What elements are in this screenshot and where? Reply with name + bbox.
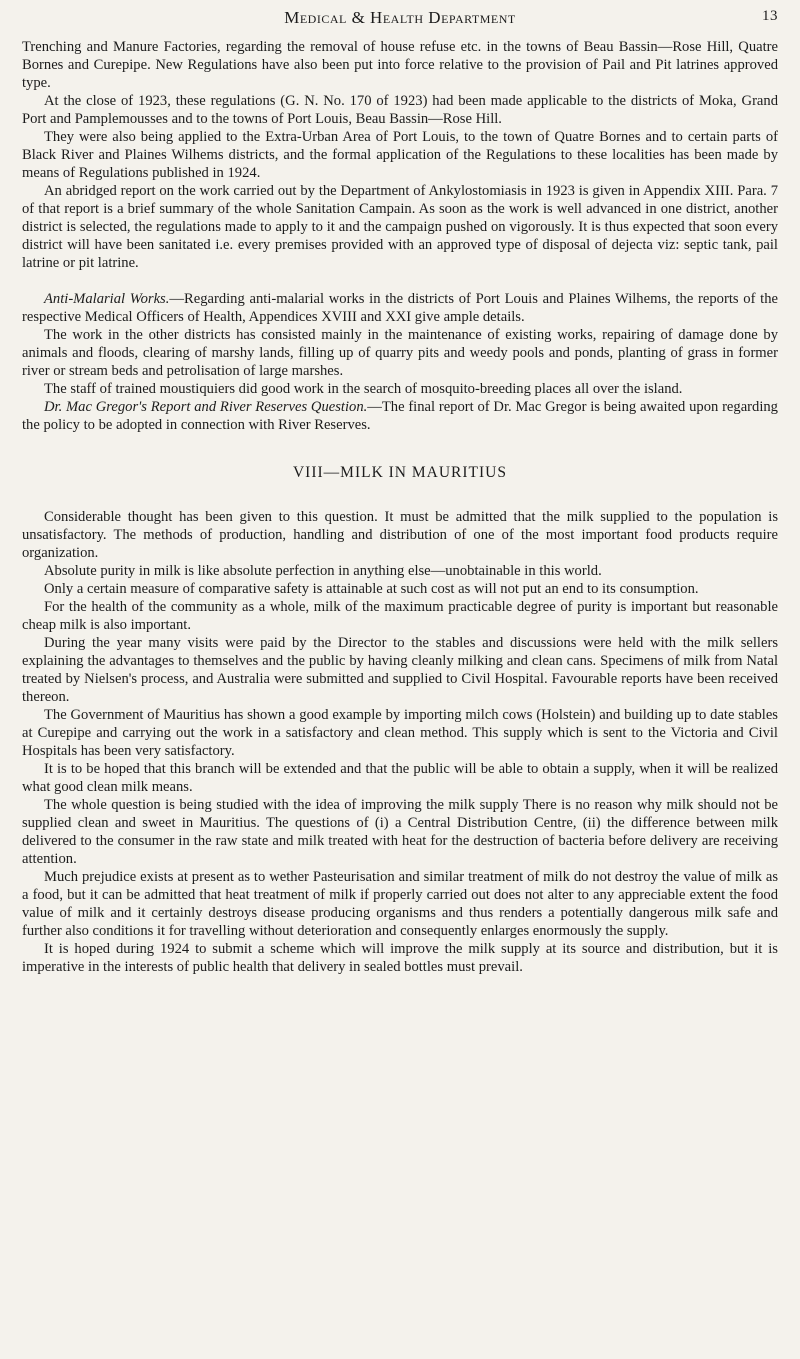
paragraph: Absolute purity in milk is like absolute perfection in anything else—unobtainable in this world.	[44, 563, 602, 579]
paragraph: The whole question is being studied with the idea of improving the milk supply There is no reason why milk should not be supplied clean and sweet in Mauritius. The questions of (i) a Central Distribution Centre, (ii) the difference between milk delivered to the consumer in the raw state and milk treated with heat for the destruction of bacteria before delivery are receiving attention.	[22, 797, 778, 867]
paragraph: At the close of 1923, these regulations (G. N. No. 170 of 1923) had been made applicable to the districts of Moka, Grand Port and Pamplemousses and to the towns of Port Louis, Beau Bassin—Rose Hill.	[22, 93, 778, 127]
paragraph: The staff of trained moustiquiers did good work in the search of mosquito-breeding places all over the island.	[44, 381, 683, 397]
anti-malarial-text: —Regarding anti-malarial works in the districts of Port Louis and Plaines Wilhems, the reports of the respective Medical Officers of Health, Appendices XVIII and XXI give ample details.	[22, 291, 778, 325]
paragraph: The work in the other districts has consisted mainly in the maintenance of existing works, repairing of damage done by animals and floods, clearing of marshy lands, filling up of quarry pits and weedy pools and ponds, planting of grass in former river or stream beds and petrolisation of large marshes.	[22, 327, 778, 379]
paragraph: The Government of Mauritius has shown a good example by importing milch cows (Holstein) and building up to date stables at Curepipe and carrying out the work in a satisfactory and clean method. This supply which is sent to the Victoria and Civil Hospitals has been very satisfactory.	[22, 707, 778, 759]
paragraph: Considerable thought has been given to this question. It must be admitted that the milk supplied to the population is unsatisfactory. The methods of production, handling and distribution of one of the most important food products require organization.	[22, 509, 778, 561]
paragraph: Only a certain measure of comparative safety is attainable at such cost as will not put an end to its consumption.	[44, 581, 699, 597]
paragraph: Trenching and Manure Factories, regarding the removal of house refuse etc. in the towns of Beau Bassin—Rose Hill, Quatre Bornes and Curepipe. New Regulations have also been put into force relative to the provision of Pail and Pit latrines approved type.	[22, 39, 778, 91]
mac-gregor-heading: Dr. Mac Gregor's Report and River Reserves Question.	[44, 399, 368, 415]
anti-malarial-paragraph	[22, 290, 778, 326]
paragraph: For the health of the community as a whole, milk of the maximum practicable degree of purity is important but reasonable cheap milk is also important.	[22, 599, 778, 633]
paragraph: It is to be hoped that this branch will be extended and that the public will be able to obtain a supply, when it will be realized what good clean milk means.	[22, 761, 778, 795]
mac-gregor-text: —The final report of Dr. Mac Gregor is being awaited upon regarding the policy to be adopted in connection with River Reserves.	[22, 399, 778, 433]
paragraph: They were also being applied to the Extra-Urban Area of Port Louis, to the town of Quatre Bornes and to certain parts of Black River and Plaines Wilhems districts, and the formal application of the Regulations to these localities has been made by means of Regulations published in 1924.	[22, 129, 778, 181]
mac-gregor-paragraph	[22, 398, 778, 434]
page-number: 13	[762, 8, 778, 24]
anti-malarial-heading: Anti-Malarial Works.	[44, 291, 170, 307]
paragraph: It is hoped during 1924 to submit a scheme which will improve the milk supply at its source and distribution, but it is imperative in the interests of public health that delivery in sealed bottles must prevail.	[22, 941, 778, 975]
paragraph: During the year many visits were paid by the Director to the stables and discussions were held with the milk sellers explaining the advantages to themselves and the public by having cleanly milking and clean cans. Specimens of milk from Natal treated by Nielsen's process, and Australia were submitted and supplied to Civil Hospital. Favourable reports have been received thereon.	[22, 635, 778, 705]
paragraph: Much prejudice exists at present as to wether Pasteurisation and similar treatment of milk do not destroy the value of milk as a food, but it can be admitted that heat treatment of milk if properly carried out does not alter to any appreciable extent the food value of milk and it certainly destroys disease producing organisms and thus renders a potentially dangerous milk safe and further also conditions it for travelling without deterioration and consequently enlarges enormously the supply.	[22, 869, 778, 939]
paragraph: An abridged report on the work carried out by the Department of Ankylostomiasis in 1923 is given in Appendix XIII. Para. 7 of that report is a brief summary of the whole Sanitation Campain. As soon as the work is well advanced in one district, another district is selected, the regulations made to apply to it and the campaign pushed on vigorously. It is thus expected that soon every district will have been sanitated i.e. every premises provided with an approved type of disposal of dejecta viz: septic tank, pail latrine or pit latrine.	[22, 183, 778, 271]
running-header	[22, 8, 778, 30]
section-title: VIII—MILK IN MAURITIUS	[292, 464, 507, 481]
header-title: Medical & Health Department	[284, 8, 516, 27]
document-body	[22, 38, 778, 976]
